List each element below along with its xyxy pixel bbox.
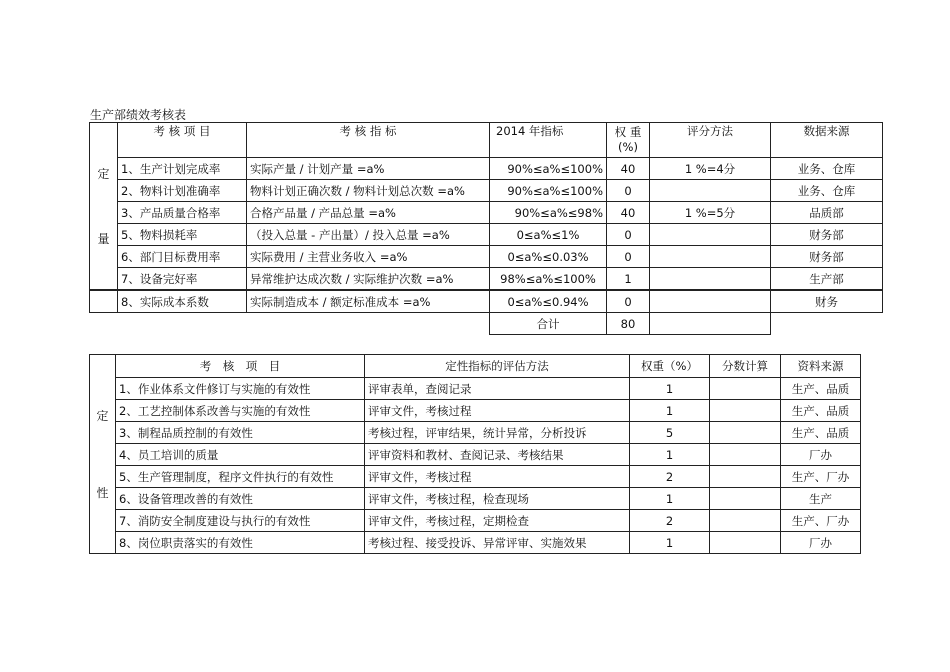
quantitative-table <box>89 122 883 335</box>
quant-header-indicator: 考 核 指 标 <box>247 123 490 158</box>
row-source: 业务、仓库 <box>771 158 883 180</box>
table-row <box>90 268 883 291</box>
quant-header-item: 考 核 项 目 <box>118 123 247 158</box>
table-row <box>90 466 861 488</box>
qual-header-score: 分数计算 <box>710 355 781 378</box>
row-source: 财务部 <box>771 224 883 246</box>
row-method <box>650 224 771 246</box>
qual-header-row <box>90 355 861 378</box>
row-source: 生产、厂办 <box>781 466 861 488</box>
row-side-spacer <box>90 290 118 313</box>
row-item: 8、实际成本系数 <box>118 290 247 313</box>
total-spacer <box>90 313 118 335</box>
row-item: 1、作业体系文件修订与实施的有效性 <box>116 378 365 400</box>
row-source: 业务、仓库 <box>771 180 883 202</box>
total-empty <box>650 313 771 335</box>
row-method: 评审文件，考核过程 <box>365 400 630 422</box>
row-source: 厂办 <box>781 532 861 554</box>
row-score <box>710 378 781 400</box>
row-weight: 0 <box>607 246 650 268</box>
table-row <box>90 378 861 400</box>
row-score <box>710 488 781 510</box>
total-label: 合计 <box>490 313 607 335</box>
qual-header-weight: 权重（%） <box>630 355 710 378</box>
row-indicator: （投入总量 - 产出量）/ 投入总量 =a% <box>247 224 490 246</box>
row-item: 7、消防安全制度建设与执行的有效性 <box>116 510 365 532</box>
row-item: 5、生产管理制度，程序文件执行的有效性 <box>116 466 365 488</box>
row-method: 评审资料和教材、查阅记录、考核结果 <box>365 444 630 466</box>
quant-header-row <box>90 123 883 158</box>
total-spacer <box>118 313 247 335</box>
row-weight: 1 <box>630 378 710 400</box>
row-method: 评审表单，查阅记录 <box>365 378 630 400</box>
table-row <box>90 510 861 532</box>
row-indicator: 物料计划正确次数 / 物料计划总次数 =a% <box>247 180 490 202</box>
row-score <box>710 510 781 532</box>
row-method: 评审文件，考核过程，检查现场 <box>365 488 630 510</box>
row-score <box>710 422 781 444</box>
row-item: 6、设备管理改善的有效性 <box>116 488 365 510</box>
row-indicator: 实际产量 / 计划产量 =a% <box>247 158 490 180</box>
row-source: 生产 <box>781 488 861 510</box>
row-indicator: 异常维护达成次数 / 实际维护次数 =a% <box>247 268 490 291</box>
row-weight: 1 <box>630 532 710 554</box>
qual-side-label <box>90 355 116 554</box>
quant-header-method: 评分方法 <box>650 123 771 158</box>
row-source: 财务 <box>771 290 883 313</box>
qual-side-bottom: 性 <box>96 486 109 500</box>
row-weight: 0 <box>607 290 650 313</box>
row-target: 90%≤a%≤100% <box>490 180 607 202</box>
total-row <box>90 313 883 335</box>
quant-header-source: 数据来源 <box>771 123 883 158</box>
row-weight: 5 <box>630 422 710 444</box>
row-item: 3、产品质量合格率 <box>118 202 247 224</box>
quant-header-target: 2014 年指标 <box>490 123 607 158</box>
qual-header-item: 考 核 项 目 <box>116 355 365 378</box>
row-target: 90%≤a%≤100% <box>490 158 607 180</box>
row-score <box>710 400 781 422</box>
row-method <box>650 180 771 202</box>
row-target: 0≤a%≤0.03% <box>490 246 607 268</box>
row-target: 0≤a%≤1% <box>490 224 607 246</box>
table-row <box>90 488 861 510</box>
row-weight: 40 <box>607 158 650 180</box>
row-weight: 2 <box>630 510 710 532</box>
total-value: 80 <box>607 313 650 335</box>
table-row <box>90 444 861 466</box>
row-weight: 2 <box>630 466 710 488</box>
row-source: 生产、品质 <box>781 378 861 400</box>
row-item: 2、物料计划准确率 <box>118 180 247 202</box>
row-method <box>650 290 771 313</box>
total-spacer <box>247 313 490 335</box>
qual-side-top: 定 <box>96 409 109 423</box>
row-item: 3、制程品质控制的有效性 <box>116 422 365 444</box>
row-method <box>650 246 771 268</box>
row-method: 评审文件，考核过程 <box>365 466 630 488</box>
row-item: 6、部门目标费用率 <box>118 246 247 268</box>
row-score <box>710 444 781 466</box>
row-target: 0≤a%≤0.94% <box>490 290 607 313</box>
row-item: 7、设备完好率 <box>118 268 247 291</box>
row-source: 厂办 <box>781 444 861 466</box>
row-item: 4、员工培训的质量 <box>116 444 365 466</box>
table-row <box>90 158 883 180</box>
row-indicator: 合格产品量 / 产品总量 =a% <box>247 202 490 224</box>
row-weight: 1 <box>630 444 710 466</box>
row-source: 财务部 <box>771 246 883 268</box>
weight-line1: 权 重 <box>614 125 642 139</box>
table-row <box>90 290 883 313</box>
document-title: 生产部绩效考核表 <box>90 108 187 122</box>
table-row <box>90 246 883 268</box>
row-score <box>710 532 781 554</box>
table-row <box>90 180 883 202</box>
row-indicator: 实际费用 / 主营业务收入 =a% <box>247 246 490 268</box>
qual-header-method: 定性指标的评估方法 <box>365 355 630 378</box>
row-weight: 0 <box>607 180 650 202</box>
row-weight: 40 <box>607 202 650 224</box>
row-weight: 1 <box>607 268 650 291</box>
row-item: 1、生产计划完成率 <box>118 158 247 180</box>
row-method: 考核过程，评审结果，统计异常，分析投诉 <box>365 422 630 444</box>
row-source: 品质部 <box>771 202 883 224</box>
table-row <box>90 224 883 246</box>
quant-side-bottom: 量 <box>97 232 110 246</box>
row-method: 考核过程、接受投诉、异常评审、实施效果 <box>365 532 630 554</box>
quant-side-top: 定 <box>97 167 110 181</box>
quant-side-label <box>90 123 118 291</box>
row-score <box>710 466 781 488</box>
row-weight: 0 <box>607 224 650 246</box>
weight-line2: (%) <box>618 140 638 154</box>
row-target: 90%≤a%≤98% <box>490 202 607 224</box>
row-source: 生产、厂办 <box>781 510 861 532</box>
row-method: 1 %=5分 <box>650 202 771 224</box>
total-spacer <box>771 313 883 335</box>
row-method <box>650 268 771 291</box>
row-weight: 1 <box>630 400 710 422</box>
row-item: 2、工艺控制体系改善与实施的有效性 <box>116 400 365 422</box>
row-source: 生产部 <box>771 268 883 291</box>
table-row <box>90 422 861 444</box>
row-item: 5、物料损耗率 <box>118 224 247 246</box>
row-method: 评审文件，考核过程，定期检查 <box>365 510 630 532</box>
quant-header-weight <box>607 123 650 158</box>
row-weight: 1 <box>630 488 710 510</box>
qual-header-source: 资料来源 <box>781 355 861 378</box>
row-target: 98%≤a%≤100% <box>490 268 607 291</box>
table-row <box>90 532 861 554</box>
row-source: 生产、品质 <box>781 422 861 444</box>
row-source: 生产、品质 <box>781 400 861 422</box>
table-row <box>90 400 861 422</box>
row-method: 1 %=4分 <box>650 158 771 180</box>
qualitative-table <box>89 354 861 554</box>
table-row <box>90 202 883 224</box>
row-indicator: 实际制造成本 / 额定标准成本 =a% <box>247 290 490 313</box>
row-item: 8、岗位职责落实的有效性 <box>116 532 365 554</box>
